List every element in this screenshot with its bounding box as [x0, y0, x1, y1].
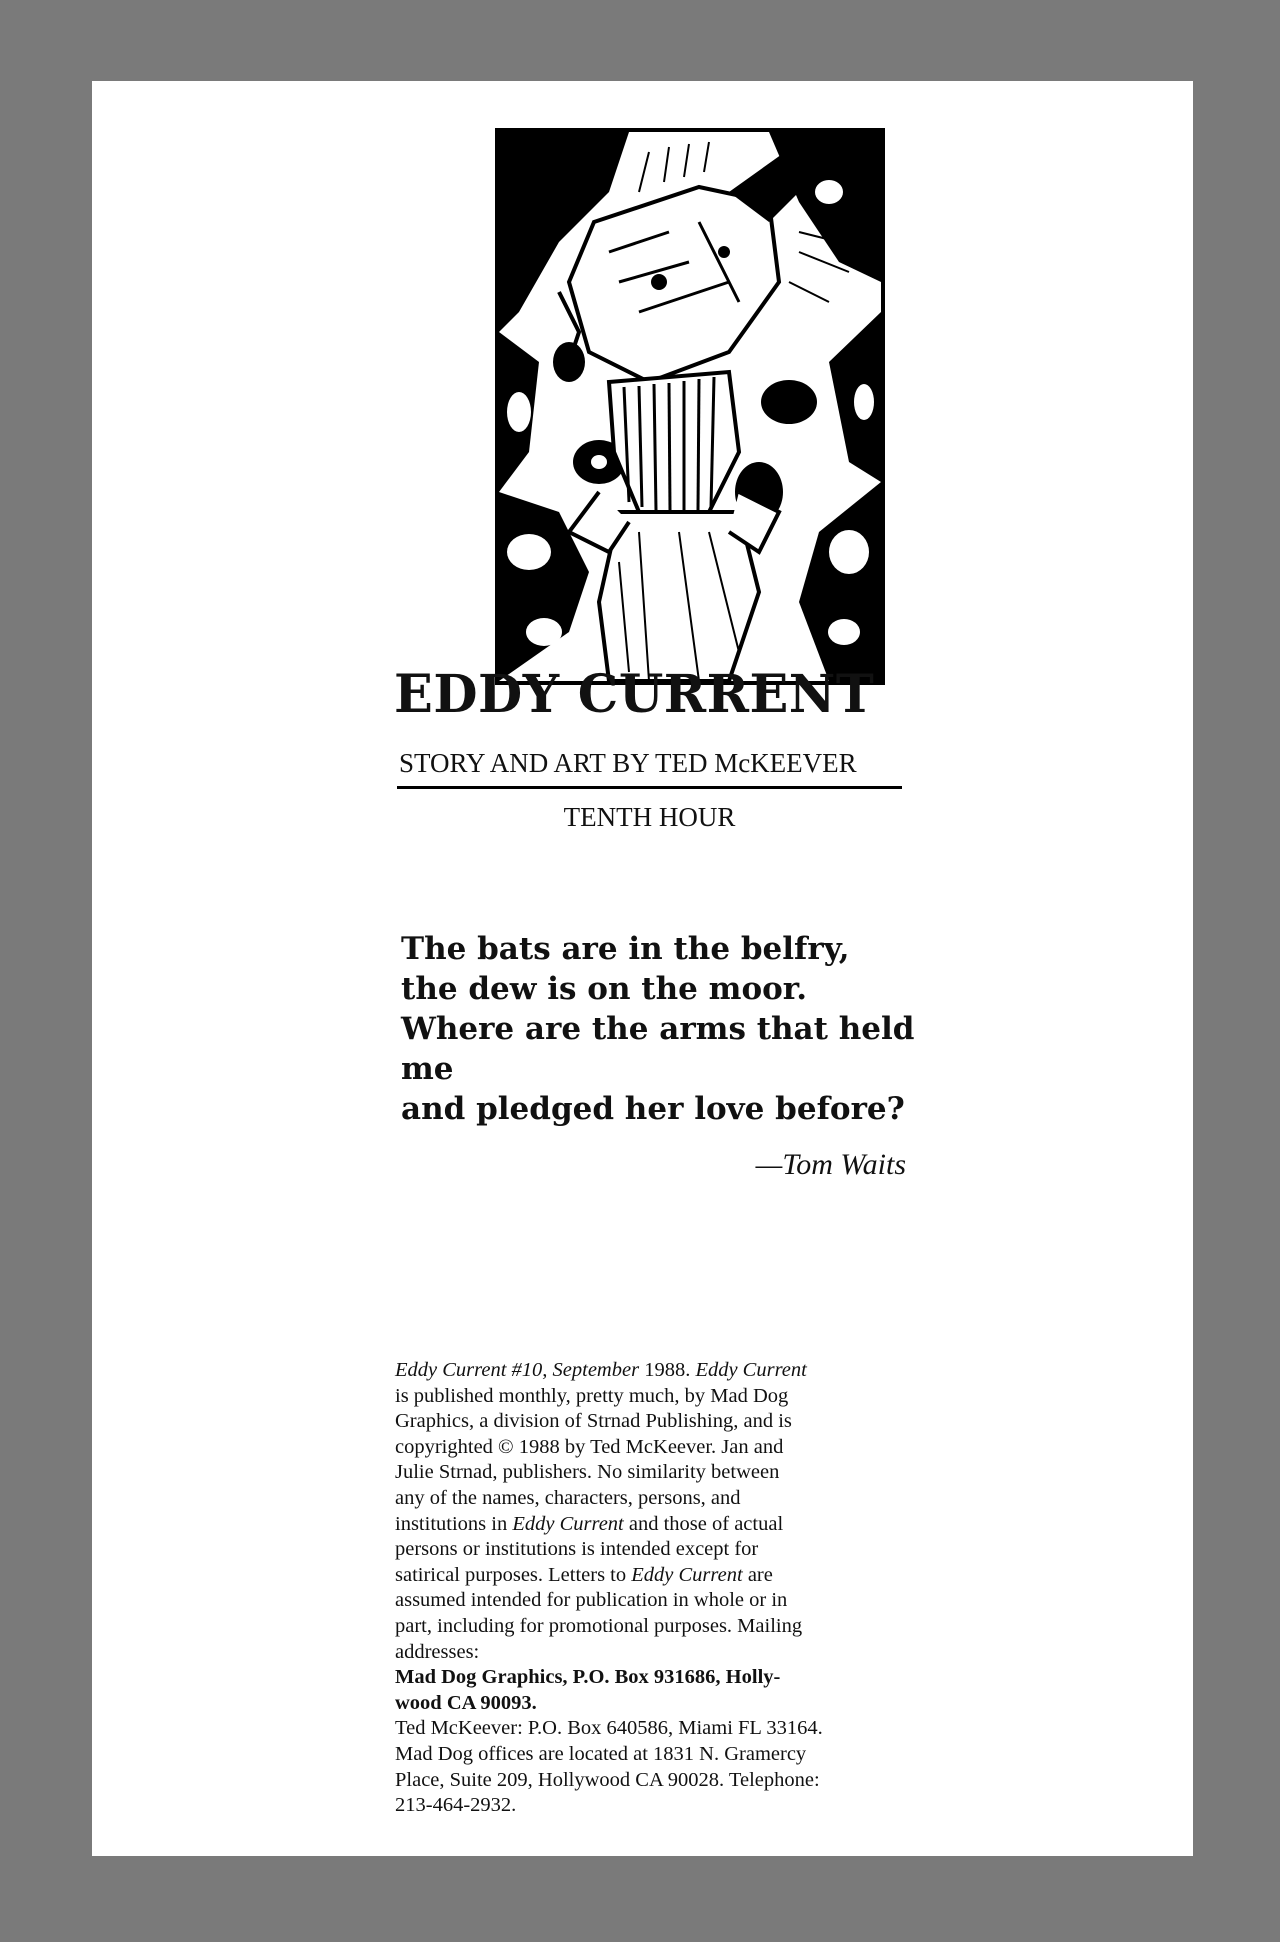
series-name: Eddy Current	[631, 1563, 743, 1586]
epigraph-line: the dew is on the moor.	[401, 971, 808, 1007]
colophon-line: Graphics, a division of Strnad Publishing, and is	[395, 1410, 792, 1433]
colophon-line: persons or institutions is intended except for	[395, 1538, 759, 1561]
colophon-line: part, including for promotional purposes. Mailing	[395, 1614, 803, 1637]
colophon-line: Mad Dog offices are located at 1831 N. Gramercy	[395, 1742, 807, 1765]
epigraph-line: The bats are in the belfry,	[401, 931, 850, 967]
mailing-address-line: wood CA 90093.	[395, 1691, 537, 1714]
cover-illustration	[495, 128, 885, 685]
epigraph-line: me	[401, 1051, 454, 1087]
colophon-line: Ted McKeever: P.O. Box 640586, Miami FL 33164.	[395, 1717, 823, 1740]
issue-year: 1988.	[639, 1359, 696, 1381]
colophon-line	[395, 1512, 915, 1538]
ink-illustration	[499, 132, 881, 681]
mailing-address-line: Mad Dog Graphics, P.O. Box 931686, Holly-	[395, 1666, 781, 1689]
colophon-fragment: are	[742, 1563, 773, 1586]
colophon-fragment: institutions in	[395, 1512, 513, 1535]
colophon-line: addresses:	[395, 1640, 480, 1663]
epigraph-line: and pledged her love before?	[401, 1091, 905, 1127]
colophon-line: any of the names, characters, persons, and	[395, 1486, 741, 1509]
colophon-line: is published monthly, pretty much, by Mad Dog	[395, 1384, 789, 1407]
comic-title: EDDY CURRENT	[394, 664, 875, 725]
epigraph-quote	[401, 929, 921, 1129]
chapter-title: TENTH HOUR	[563, 802, 736, 832]
epigraph-line: Where are the arms that held	[401, 1011, 915, 1047]
colophon-line: copyrighted © 1988 by Ted McKeever. Jan and	[395, 1435, 784, 1458]
colophon-line	[395, 1563, 915, 1589]
colophon-fragment: satirical purposes. Letters to	[395, 1563, 632, 1586]
colophon-line: assumed intended for publication in whole or in	[395, 1589, 788, 1612]
title-page	[92, 81, 1193, 1856]
colophon-line: Julie Strnad, publishers. No similarity between	[395, 1461, 780, 1484]
colophon-line: Place, Suite 209, Hollywood CA 90028. Telephone:	[395, 1768, 820, 1791]
telephone-line: 213-464-2932.	[395, 1794, 517, 1817]
divider-rule	[397, 786, 902, 789]
byline: STORY AND ART BY TED McKEEVER	[399, 748, 857, 778]
colophon-line	[395, 1358, 915, 1384]
colophon-text	[395, 1358, 915, 1819]
colophon-fragment: and those of actual	[623, 1512, 784, 1535]
series-name: Eddy Current	[695, 1359, 807, 1381]
issue-title: Eddy Current #10, September	[395, 1359, 640, 1381]
series-name: Eddy Current	[512, 1512, 624, 1535]
epigraph-attribution: —Tom Waits	[755, 1148, 906, 1181]
